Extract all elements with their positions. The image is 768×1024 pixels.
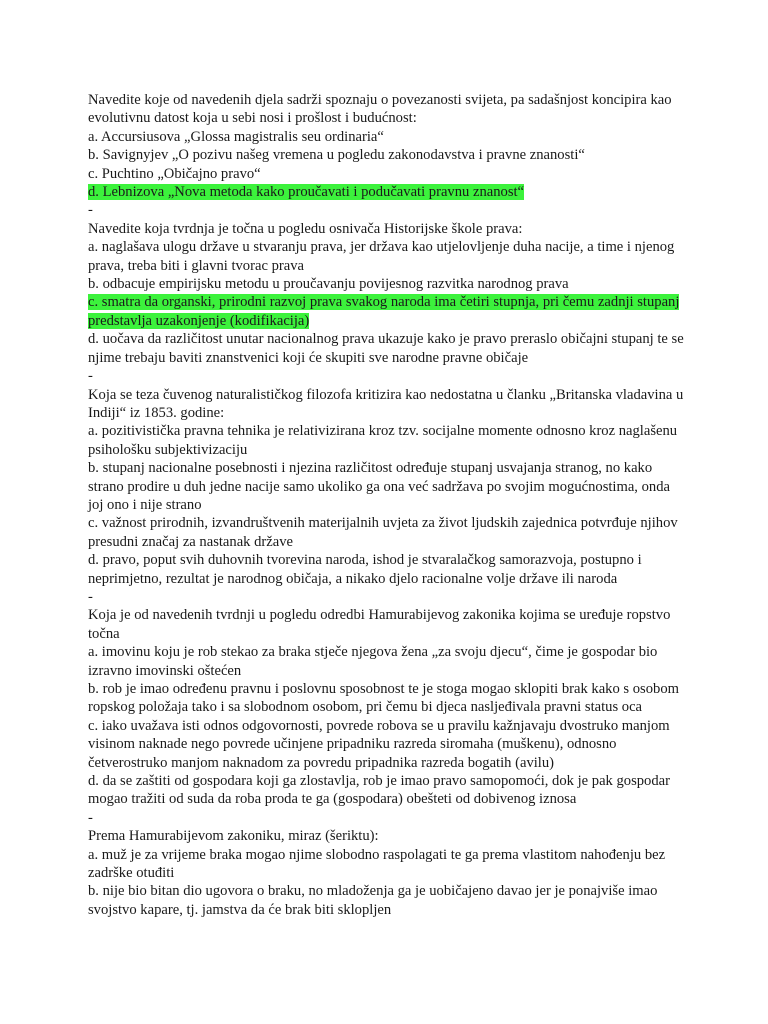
separator: - [88, 368, 93, 385]
answer-option: a. naglašava ulogu države u stvaranju prava, jer država kao utjelovljenje duha nacije, a time i njenog prava, treba biti i glavni tvorac prava [88, 239, 675, 274]
answer-option: d. da se zaštiti od gospodara koji ga zlostavlja, rob je imao pravo samopomoći, dok je pak gospodar mogao tražiti od suda da roba proda te ga (gospodara) obešteti od dobivenog iznosa [88, 773, 670, 808]
answer-option: c. Puchtino „Običajno pravo“ [88, 165, 261, 182]
answer-option: a. Accursiusova „Glossa magistralis seu ordinaria“ [88, 128, 384, 145]
answer-option: a. muž je za vrijeme braka mogao njime slobodno raspolagati te ga prema vlastitom nahođenju bez zadrške otuđiti [88, 846, 666, 882]
question-block [88, 91, 684, 201]
answer-option: a. pozitivistička pravna tehnika je relativizirana kroz tzv. socijalne momente odnosno kroz naglašenu psihološku subjektivizaciju [88, 423, 678, 458]
separator: - [88, 809, 93, 826]
answer-option: a. imovinu koju je rob stekao za braka stječe njegova žena „za svoju djecu“, čime je gospodar bio izravno imovinski oštećen [88, 644, 658, 679]
highlighted-answer: d. Lebnizova „Nova metoda kako proučavati i podučavati pravnu znanost“ [88, 184, 525, 201]
answer-option: c. iako uvažava isti odnos odgovornosti, povrede robova se u pravilu kažnjavaju dvostruko manjom visinom naknade nego povrede učinjene pripadniku razreda siromaha (muškenu), odnosno četverostruko manjom naknadom za povredu pripadnika razreda bogatih (avilu) [88, 717, 670, 771]
answer-option: b. stupanj nacionalne posebnosti i njezina različitost određuje stupanj usvajanja stranog, no kako strano prodire u duh jedne nacije samo ukoliko ga ona već sadržava po svojim mogućnostima, onda joj ono i nije strano [88, 460, 670, 513]
answer-option: c. važnost prirodnih, izvandruštvenih materijalnih uvjeta za život ljudskih zajednica potvrđuje njihov presudni značaj za nastanak države [88, 515, 678, 550]
question-block [88, 220, 684, 367]
answer-option: d. uočava da različitost unutar nacionalnog prava ukazuje kako je pravo preraslo običajni stupanj te se njime trebaju baviti znanstvenici koji će skupiti sve narodne pravne običaje [88, 331, 684, 366]
answer-option: b. rob je imao određenu pravnu i poslovnu sposobnost te je stoga mogao sklopiti brak kako s osobom ropskog položaja tako i sa slobodnom osobom, pri čemu bi djeca nasljeđivala pravni status oca [88, 681, 679, 716]
question-block [88, 827, 684, 919]
answer-option-highlighted [88, 293, 684, 330]
question-text: Navedite koje od navedenih djela sadrži spoznaju o povezanosti svijeta, pa sadašnjost koncipira kao evolutivnu datost koja u sebi nosi i prošlost i budućnost: [88, 92, 672, 127]
question-text: Koja je od navedenih tvrdnji u pogledu odredbi Hamurabijevog zakonika kojima se uređuje ropstvo točna [88, 607, 671, 642]
document-body [88, 91, 684, 919]
answer-option: d. pravo, poput svih duhovnih tvorevina naroda, ishod je stvaralačkog samorazvoja, postupno i neprimjetno, rezultat je narodnog običaja, a nikako djelo racionalne volje države ili naroda [88, 552, 642, 587]
question-block [88, 386, 684, 588]
separator: - [88, 202, 93, 219]
answer-option-highlighted [88, 183, 684, 201]
answer-option: b. Savignyjev „O pozivu našeg vremena u pogledu zakonodavstva i pravne znanosti“ [88, 147, 585, 164]
answer-option: b. odbacuje empirijsku metodu u proučavanju povijesnog razvitka narodnog prava [88, 276, 569, 293]
question-text: Koja se teza čuvenog naturalističkog filozofa kritizira kao nedostatna u članku „Britanska vladavina u Indiji“ iz 1853. godine: [88, 386, 684, 421]
highlighted-answer: c. smatra da organski, prirodni razvoj prava svakog naroda ima četiri stupnja, pri čemu zadnji stupanj predstavlja uzakonjenje (kodifikacija) [88, 294, 680, 329]
separator: - [88, 588, 93, 605]
question-block [88, 606, 684, 808]
question-text: Navedite koja tvrdnja je točna u pogledu osnivača Historijske škole prava: [88, 220, 523, 237]
question-text: Prema Hamurabijevom zakoniku, miraz (šeriktu): [88, 828, 379, 845]
answer-option: b. nije bio bitan dio ugovora o braku, no mladoženja ga je uobičajeno davao jer je ponajviše imao svojstvo kapare, tj. jamstva da će brak biti sklopljen [88, 883, 658, 918]
